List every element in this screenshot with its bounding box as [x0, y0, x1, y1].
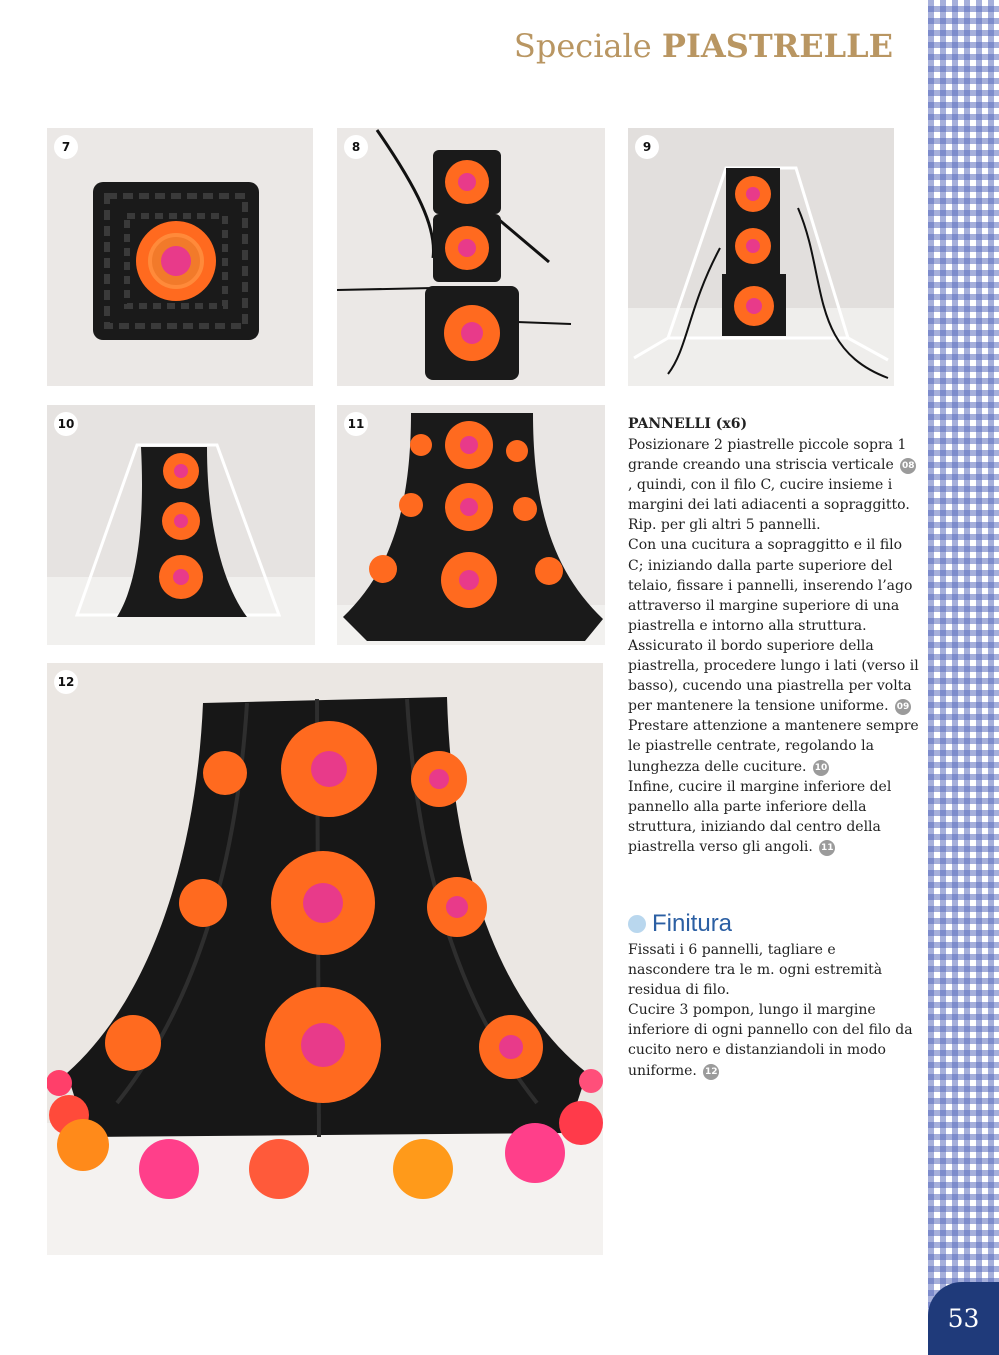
photo-12-image	[47, 663, 603, 1255]
photo-10-label: 10	[54, 412, 78, 436]
finitura-section	[628, 910, 920, 1081]
photo-11-image	[337, 405, 605, 645]
photo-8	[337, 128, 605, 386]
photo-8-image	[337, 128, 605, 386]
pannelli-paragraph-2	[628, 535, 920, 716]
pannelli-section	[628, 413, 920, 857]
ref-badge-09: 09	[895, 699, 911, 715]
ref-badge-11: 11	[819, 840, 835, 856]
ref-badge-12: 12	[703, 1064, 719, 1080]
photo-9-image	[628, 128, 894, 386]
finitura-heading-row	[628, 910, 920, 938]
photo-7	[47, 128, 313, 386]
pannelli-p4-text: Infine, cucire il margine inferiore del pannello alla parte inferiore della struttura, iniziando dal centro della piastrella verso gli angoli.	[628, 778, 892, 855]
pannelli-p2-text: Con una cucitura a sopraggitto e il filo C; iniziando dalla parte superiore del telaio, fissare i pannelli, inserendo l’ago attraverso il margine superiore di una piastrella e intorno alla struttura. Assicurato il bordo superiore della piastrella, procedere lungo i lati (verso il basso), cucendo una piastrella per volta per mantenere la tensione uniforme.	[628, 537, 919, 715]
photo-10	[47, 405, 315, 645]
pannelli-paragraph-1	[628, 435, 920, 535]
photo-9-label: 9	[635, 135, 659, 159]
photo-9	[628, 128, 894, 386]
photo-8-label: 8	[344, 135, 368, 159]
finitura-p2-text: Cucire 3 pompon, lungo il margine inferiore di ogni pannello con del filo da cucito nero e distanziandoli in modo uniforme.	[628, 1002, 913, 1079]
ref-badge-08: 08	[900, 458, 916, 474]
pannelli-p1-text: Posizionare 2 piastrelle piccole sopra 1 grande creando una striscia verticale	[628, 437, 907, 474]
pannelli-heading: PANNELLI (x6)	[628, 416, 748, 432]
ref-badge-10: 10	[813, 760, 829, 776]
photo-7-image	[47, 128, 313, 386]
pannelli-paragraph-3	[628, 716, 920, 776]
pannelli-p3-text: Prestare attenzione a mantenere sempre le piastrelle centrate, regolando la lunghezza delle cuciture.	[628, 718, 919, 775]
pannelli-paragraph-4	[628, 777, 920, 857]
photo-10-image	[47, 405, 315, 645]
finitura-paragraph-1: Fissati i 6 pannelli, tagliare e nascondere tra le m. ogni estremità residua di filo.	[628, 942, 883, 999]
gingham-border	[928, 0, 999, 1355]
pannelli-p1-text-b: , quindi, con il filo C, cucire insieme i margini dei lati adiacenti a sopraggitto. Rip. per gli altri 5 pannelli.	[628, 477, 910, 534]
photo-11-label: 11	[344, 412, 368, 436]
page-title-light: Speciale	[513, 27, 662, 65]
page-number: 53	[928, 1282, 999, 1355]
page-title-bold: PIASTRELLE	[661, 27, 893, 65]
photo-11	[337, 405, 605, 645]
photo-12	[47, 663, 603, 1255]
photo-12-label: 12	[54, 670, 78, 694]
bullet-dot-icon	[628, 915, 646, 933]
photo-7-label: 7	[54, 135, 78, 159]
page-title	[514, 27, 893, 65]
finitura-paragraph-2	[628, 1000, 920, 1080]
finitura-heading: Finitura	[652, 910, 733, 937]
